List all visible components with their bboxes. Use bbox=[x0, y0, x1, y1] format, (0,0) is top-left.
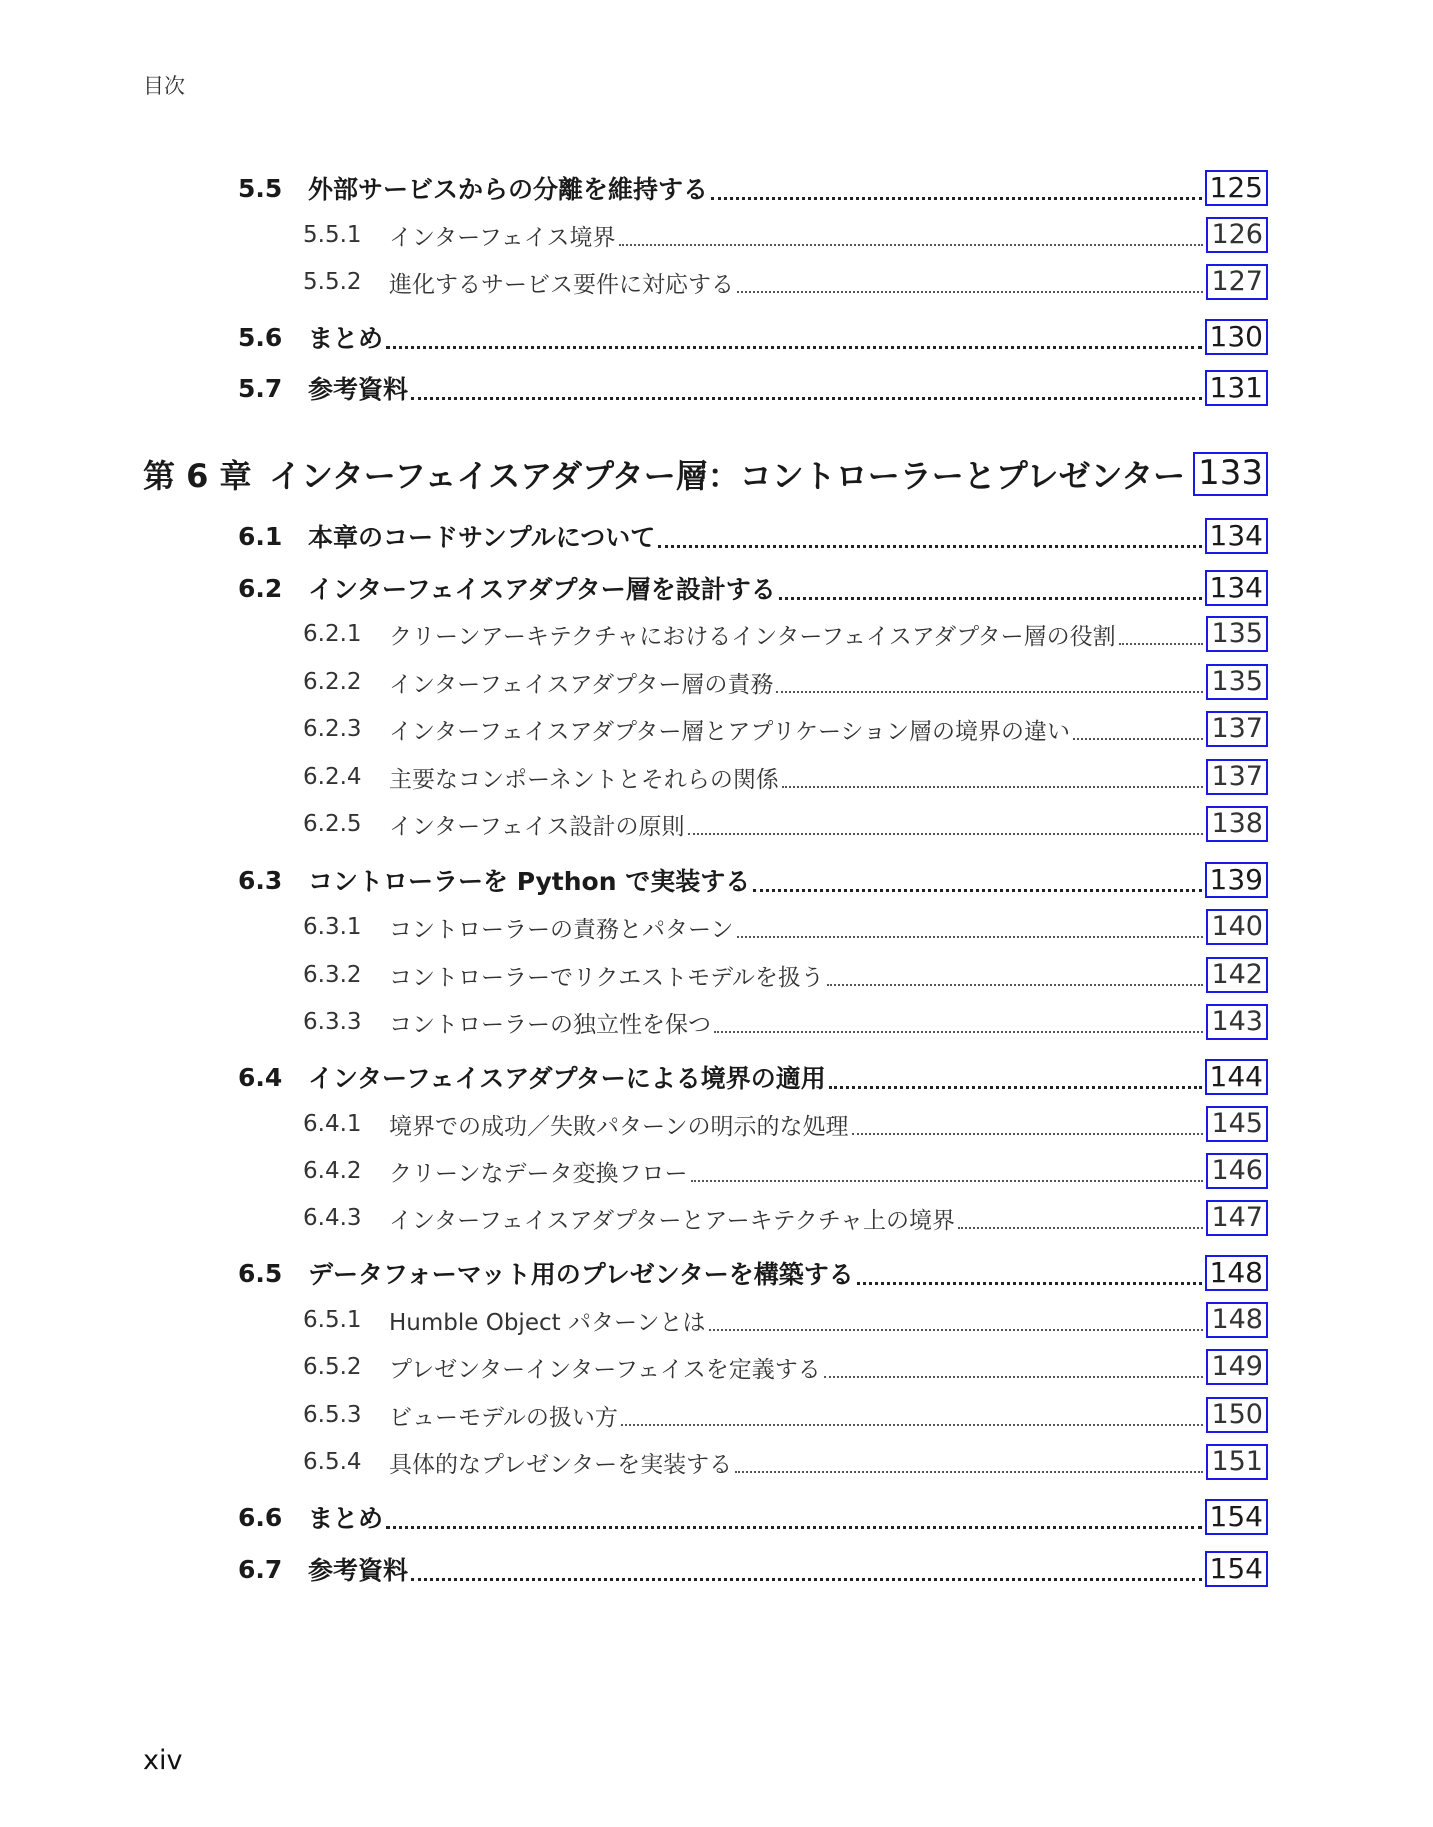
toc-entry-number: 6.5.3 bbox=[303, 1402, 362, 1428]
page-link[interactable]: 140 bbox=[1206, 909, 1268, 944]
toc-entry-title: 参考資料 bbox=[308, 375, 409, 404]
toc-sub-entry[interactable] bbox=[303, 1302, 1268, 1338]
toc-entry-title: Humble Object パターンとは bbox=[389, 1309, 706, 1336]
page-link[interactable]: 142 bbox=[1206, 957, 1268, 992]
toc-entry-number: 6.2 bbox=[238, 573, 283, 603]
toc-entry-number: 6.4.3 bbox=[303, 1205, 362, 1231]
page-link[interactable]: 144 bbox=[1205, 1059, 1268, 1095]
toc-section-entry[interactable] bbox=[238, 1254, 1268, 1292]
toc-entry-number: 5.5.2 bbox=[303, 269, 362, 295]
page-link[interactable]: 139 bbox=[1205, 862, 1268, 898]
dot-leader bbox=[714, 1030, 1203, 1033]
dot-leader bbox=[691, 1179, 1204, 1182]
toc-entry-title: 境界での成功／失敗パターンの明示的な処理 bbox=[389, 1113, 849, 1140]
dot-leader bbox=[776, 690, 1203, 693]
toc-entry-number: 6.3.1 bbox=[303, 914, 362, 940]
toc-entry-number: 第 6 章 bbox=[143, 457, 252, 495]
page-link[interactable]: 143 bbox=[1206, 1004, 1268, 1039]
dot-leader bbox=[688, 832, 1204, 835]
toc-entry-number: 6.4.1 bbox=[303, 1111, 362, 1137]
page-link[interactable]: 148 bbox=[1205, 1255, 1268, 1291]
toc-entry-title: 進化するサービス要件に対応する bbox=[389, 271, 734, 298]
running-header: 目次 bbox=[143, 74, 185, 98]
toc-entry-number: 5.7 bbox=[238, 373, 283, 403]
toc-entry-title: 具体的なプレゼンターを実装する bbox=[389, 1451, 733, 1478]
page-link[interactable]: 135 bbox=[1206, 616, 1268, 651]
toc-sub-entry[interactable] bbox=[303, 806, 1268, 842]
toc-entry-number: 6.2.5 bbox=[303, 811, 362, 837]
page-link[interactable]: 145 bbox=[1206, 1106, 1268, 1141]
page-link[interactable]: 154 bbox=[1205, 1499, 1268, 1535]
toc-entry-title: インターフェイスアダプター層とアプリケーション層の境界の違い bbox=[389, 718, 1071, 745]
toc-entry-number: 6.2.2 bbox=[303, 669, 362, 695]
page-link[interactable]: 133 bbox=[1193, 452, 1268, 495]
dot-leader bbox=[386, 1525, 1202, 1529]
toc-entry-title: インターフェイスアダプター層：コントローラーとプレゼンター bbox=[269, 457, 1186, 495]
page-link[interactable]: 125 bbox=[1205, 170, 1268, 206]
dot-leader bbox=[829, 1085, 1202, 1089]
dot-leader bbox=[753, 888, 1201, 892]
page-link[interactable]: 135 bbox=[1206, 664, 1268, 699]
toc-sub-entry[interactable] bbox=[303, 1153, 1268, 1189]
toc-entry-number: 6.3.2 bbox=[303, 962, 362, 988]
toc-section-entry[interactable] bbox=[238, 318, 1268, 356]
toc-entry-title: プレゼンターインターフェイスを定義する bbox=[389, 1356, 821, 1383]
toc-sub-entry[interactable] bbox=[303, 1004, 1268, 1040]
toc-chapter-entry[interactable] bbox=[143, 449, 1268, 499]
toc-section-entry[interactable] bbox=[238, 169, 1268, 207]
toc-sub-entry[interactable] bbox=[303, 616, 1268, 652]
page-link[interactable]: 134 bbox=[1205, 570, 1268, 606]
toc-entry-title: 本章のコードサンプルについて bbox=[308, 523, 656, 552]
toc-entry-number: 6.5.1 bbox=[303, 1307, 362, 1333]
page-link[interactable]: 127 bbox=[1206, 264, 1268, 299]
toc-entry-number: 5.6 bbox=[238, 322, 283, 352]
toc-sub-entry[interactable] bbox=[303, 217, 1268, 253]
dot-leader bbox=[1119, 642, 1204, 645]
toc-entry-number: 6.4.2 bbox=[303, 1158, 362, 1184]
toc-sub-entry[interactable] bbox=[303, 1349, 1268, 1385]
toc-entry-title: まとめ bbox=[308, 324, 384, 353]
page-link[interactable]: 150 bbox=[1206, 1397, 1268, 1432]
toc-entry-number: 6.1 bbox=[238, 521, 283, 551]
dot-leader bbox=[852, 1132, 1204, 1135]
page-link[interactable]: 138 bbox=[1206, 806, 1268, 841]
toc-sub-entry[interactable] bbox=[303, 1444, 1268, 1480]
page-link[interactable]: 130 bbox=[1205, 319, 1268, 355]
toc-entry-number: 5.5 bbox=[238, 173, 283, 203]
dot-leader bbox=[711, 196, 1202, 200]
toc-sub-entry[interactable] bbox=[303, 909, 1268, 945]
toc-entry-title: クリーンアーキテクチャにおけるインターフェイスアダプター層の役割 bbox=[389, 623, 1116, 650]
toc-section-entry[interactable] bbox=[238, 1550, 1268, 1588]
dot-leader bbox=[857, 1281, 1202, 1285]
dot-leader bbox=[709, 1328, 1204, 1331]
toc-section-entry[interactable] bbox=[238, 1058, 1268, 1096]
page-link[interactable]: 137 bbox=[1206, 711, 1268, 746]
toc-entry-title: まとめ bbox=[308, 1504, 384, 1533]
toc-entry-number: 6.5.2 bbox=[303, 1354, 362, 1380]
dot-leader bbox=[824, 1375, 1204, 1378]
toc-entry-title: インターフェイスアダプター層を設計する bbox=[308, 575, 776, 604]
toc-sub-entry[interactable] bbox=[303, 664, 1268, 700]
page-link[interactable]: 134 bbox=[1205, 518, 1268, 554]
toc-entry-number: 6.4 bbox=[238, 1062, 283, 1092]
toc-entry-number: 6.6 bbox=[238, 1502, 283, 1532]
toc-sub-entry[interactable] bbox=[303, 264, 1268, 300]
page-link[interactable]: 151 bbox=[1206, 1444, 1268, 1479]
dot-leader bbox=[386, 345, 1202, 349]
toc-entry-title: コントローラーの独立性を保つ bbox=[389, 1011, 711, 1038]
page-number: xiv bbox=[143, 1745, 183, 1776]
toc-entry-number: 6.3 bbox=[238, 865, 283, 895]
page-link[interactable]: 131 bbox=[1205, 370, 1268, 406]
toc-entry-title: インターフェイスアダプターによる境界の適用 bbox=[308, 1064, 826, 1093]
toc-sub-entry[interactable] bbox=[303, 711, 1268, 747]
toc-entry-number: 6.2.1 bbox=[303, 621, 362, 647]
toc-entry-title: インターフェイスアダプター層の責務 bbox=[389, 671, 774, 698]
toc-entry-title: 主要なコンポーネントとそれらの関係 bbox=[389, 766, 779, 793]
dot-leader bbox=[737, 935, 1204, 938]
page-link[interactable]: 146 bbox=[1206, 1153, 1268, 1188]
toc-entry-title: コントローラーでリクエストモデルを扱う bbox=[389, 964, 824, 991]
toc-entry-title: インターフェイス境界 bbox=[389, 224, 616, 251]
toc-entry-number: 6.5.4 bbox=[303, 1449, 362, 1475]
toc-entry-title: クリーンなデータ変換フロー bbox=[389, 1160, 688, 1187]
dot-leader bbox=[411, 1577, 1202, 1581]
page-link[interactable]: 148 bbox=[1206, 1302, 1268, 1337]
dot-leader bbox=[735, 1470, 1203, 1473]
toc-entry-number: 6.5 bbox=[238, 1258, 283, 1288]
toc-section-entry[interactable] bbox=[238, 369, 1268, 407]
dot-leader bbox=[619, 243, 1204, 246]
page-link[interactable]: 154 bbox=[1205, 1551, 1268, 1587]
toc-entry-number: 5.5.1 bbox=[303, 222, 362, 248]
page-link[interactable]: 149 bbox=[1206, 1349, 1268, 1384]
toc-entry-number: 6.3.3 bbox=[303, 1009, 362, 1035]
dot-leader bbox=[782, 785, 1204, 788]
dot-leader bbox=[827, 983, 1204, 986]
toc-entry-title: コントローラーの責務とパターン bbox=[389, 916, 734, 943]
toc-sub-entry[interactable] bbox=[303, 1397, 1268, 1433]
page-link[interactable]: 126 bbox=[1206, 217, 1268, 252]
toc-section-entry[interactable] bbox=[238, 861, 1268, 899]
toc-sub-entry[interactable] bbox=[303, 1200, 1268, 1236]
dot-leader bbox=[621, 1423, 1204, 1426]
dot-leader bbox=[779, 596, 1202, 600]
dot-leader bbox=[958, 1226, 1203, 1229]
dot-leader bbox=[1073, 737, 1203, 740]
toc-entry-title: ビューモデルの扱い方 bbox=[389, 1404, 618, 1431]
toc-entry-title: データフォーマット用のプレゼンターを構築する bbox=[308, 1260, 854, 1289]
toc-entry-title: インターフェイス設計の原則 bbox=[389, 813, 685, 840]
toc-section-entry[interactable] bbox=[238, 569, 1268, 607]
toc-entry-title: インターフェイスアダプターとアーキテクチャ上の境界 bbox=[389, 1207, 956, 1234]
toc-entry-title: コントローラーを Python で実装する bbox=[308, 867, 751, 896]
toc-entry-title: 参考資料 bbox=[308, 1556, 409, 1585]
toc-sub-entry[interactable] bbox=[303, 957, 1268, 993]
toc-entry-title: 外部サービスからの分離を維持する bbox=[308, 175, 709, 204]
page-link[interactable]: 137 bbox=[1206, 759, 1268, 794]
toc-entry-number: 6.2.4 bbox=[303, 764, 362, 790]
toc-sub-entry[interactable] bbox=[303, 759, 1268, 795]
toc-section-entry[interactable] bbox=[238, 1498, 1268, 1536]
dot-leader bbox=[658, 544, 1201, 548]
dot-leader bbox=[737, 290, 1203, 293]
toc-entry-number: 6.2.3 bbox=[303, 716, 362, 742]
dot-leader bbox=[411, 396, 1202, 400]
toc-section-entry[interactable] bbox=[238, 517, 1268, 555]
page-link[interactable]: 147 bbox=[1206, 1200, 1268, 1235]
toc-sub-entry[interactable] bbox=[303, 1106, 1268, 1142]
toc-entry-number: 6.7 bbox=[238, 1554, 283, 1584]
